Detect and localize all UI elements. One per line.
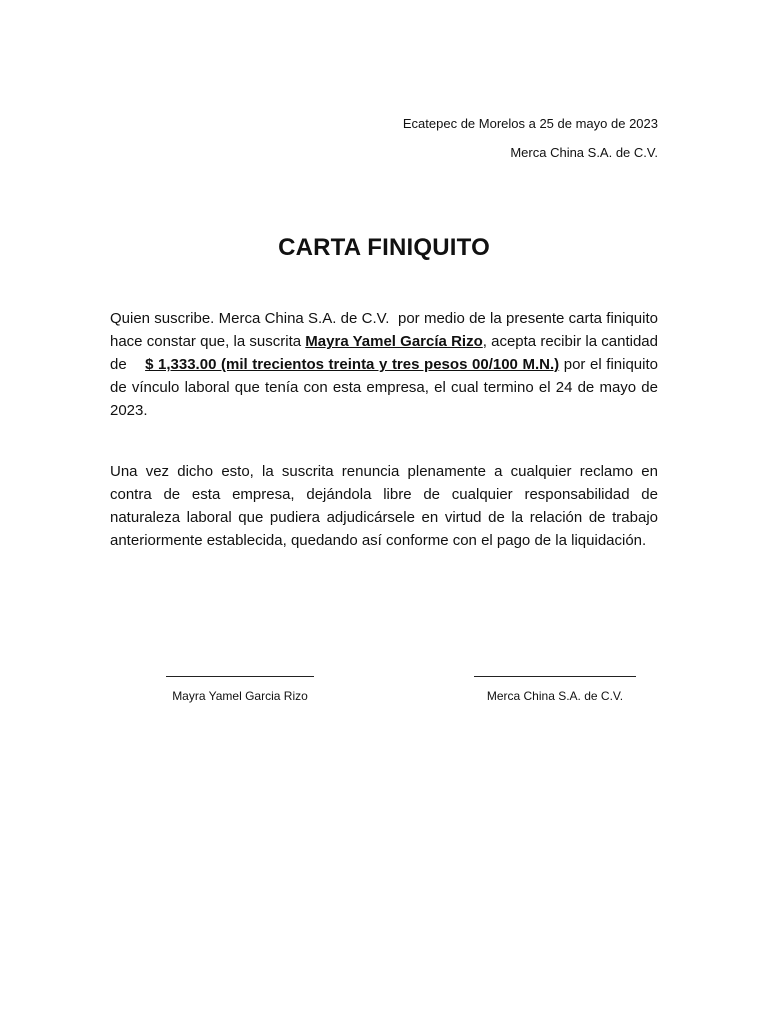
place-date-line: Ecatepec de Morelos a 25 de mayo de 2023 (402, 116, 658, 131)
document-title: CARTA FINIQUITO (278, 234, 490, 261)
paragraph-text: por el finiquito de vínculo laboral que tenía con esta empresa, el cual termino el 24 de mayo de 2023. (110, 356, 658, 419)
signature-name: Merca China S.A. de C.V. (486, 689, 624, 703)
paragraph-waiver: Una vez dicho esto, la suscrita renuncia plenamente a cualquier reclamo en contra de esta empresa, dejándola libre de cualquier responsabilidad de naturaleza laboral que pudiera adjudicársele en virtud de la relación de trabajo anteriormente establecida, quedando así conforme con el pago de la liquidación. (110, 463, 658, 549)
settlement-amount: $ 1,333.00 (mil trecientos treinta y tres pesos 00/100 M.N.) (145, 356, 560, 373)
signature-block-company (462, 664, 648, 703)
employee-name: Mayra Yamel García Rizo (305, 333, 483, 350)
signature-block-employee (150, 664, 330, 703)
company-header-line: Merca China S.A. de C.V. (510, 145, 658, 160)
paragraph-text: Quien suscribe. Merca China S.A. de C.V. por medio de la presente carta finiquito hace constar que, la suscrita (110, 310, 658, 350)
signature-name: Mayra Yamel Garcia Rizo (172, 689, 308, 703)
paragraph-settlement (110, 307, 658, 422)
signature-line (166, 664, 314, 677)
paragraph-text: , acepta recibir la cantidad de (110, 333, 658, 373)
signature-line (474, 664, 636, 677)
